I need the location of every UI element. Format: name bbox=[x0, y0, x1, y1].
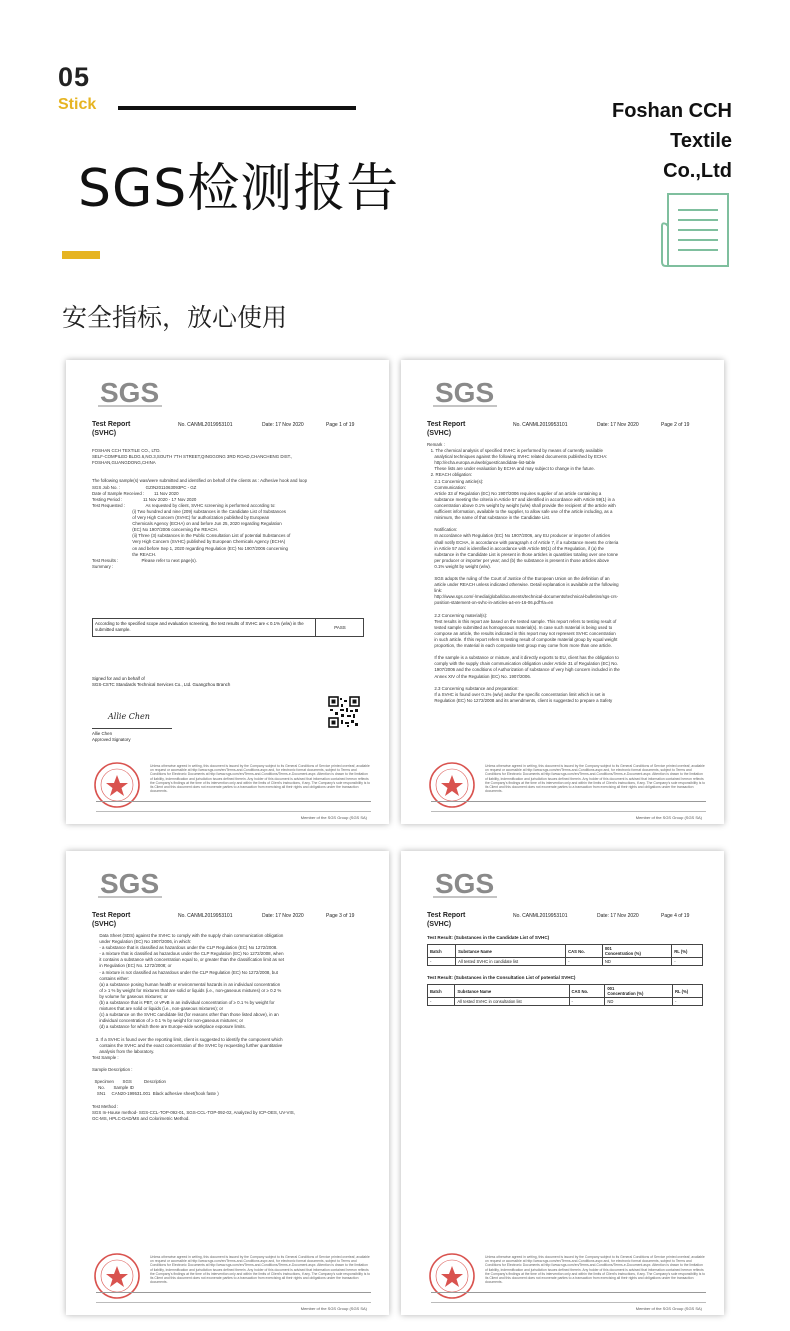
accent-bar bbox=[62, 251, 100, 259]
footer-divider bbox=[431, 1292, 706, 1293]
footer-divider-2 bbox=[96, 811, 371, 812]
footer-divider bbox=[96, 801, 371, 802]
cell-cas: - bbox=[569, 998, 605, 1006]
section-number: 05 bbox=[58, 62, 91, 92]
table-header-row bbox=[428, 945, 703, 958]
report-number: No. CANML2019953101 bbox=[513, 422, 568, 428]
col-cas: CAS No. bbox=[566, 945, 603, 958]
company-line-3: Co.,Ltd bbox=[663, 160, 732, 182]
consultation-list-table bbox=[427, 984, 703, 1006]
cell-batch: - bbox=[428, 958, 456, 966]
report-body: Data Sheet (SDS) against the SVHC to comply with the supply chain communication obligation under Regulation (EC) No 1907/2006, in which: - a substance that is classified as hazardous under the CLP Regulation (EC) No 1272/2008. - a mixture that is classified as hazardous under the CLP Regulation (EC) No 1272/2008, when it contains a substance with concentration equal to, or greater than the classification limit as set in Regulation (EC) No. 1272/2008; or - a mixture is not classified as hazardous under the CLP Regulation (EC) No 1272/2008, but contains either: (a) a substance posing human health or environmental hazards in an individual concentration of ≥ 1 % by weight for mixtures that are solid or liquids (i.e., non-gaseous mixtures) or ≥ 0.2 % by volume for gaseous mixtures; or (b) a substance that is PBT, or vPvB in an individual concentration of ≥ 0.1 % by weight for mixtures that are solid or liquids (i.e., non-gaseous mixtures); or (c) a substance on the SVHC candidate list (for reasons other than those listed above), in an individual concentration of ≥ 0.1 % by weight for non-gaseous mixtures; or (d) a substance for which there are Europe-wide workplace exposure limits. 3. If a SVHC is found over the reporting limit, client is suggested to identify the component which contains the SVHC and the exact concentration of the SVHC by requesting further quantitative analysis from the laboratory. Test Sample : Sample Description : Specimen SGS Description No. Sample ID SN1 CAN20-199531.001 Black adhesive sheet(hook faste ) Test Method : SGS In-House method- SGS-CCL-TOP-092-01, SGS-CCL-TOP-092-02, Analyzed by ICP-OES, UV-VIS, GC-MS, HPLC-DAD/MS and Colorimetric Method. bbox=[92, 933, 295, 1121]
signatory: Allie Chen Approved Signatory bbox=[92, 728, 172, 743]
cell-concentration: ND bbox=[602, 958, 671, 966]
cell-rl: - bbox=[672, 958, 703, 966]
col-concentration: 001 Concentration (%) bbox=[602, 945, 671, 958]
cell-batch: - bbox=[428, 998, 455, 1006]
report-body: FOSHAN CCH TEXTILE CO., LTD. SELF-COMPILED BLDG.6,NO.3,SOUTH 7TH STREET,QINGGONG 3RD ROAD,CHANCHENG DIST., FOSHAN,GUANGDONG,CHINA The following sample(s) was/were submitted and identified on behalf of the clients as : Adhesive hook and loop SGS Job No. : GZIN2011063093PC - GZ Date of Sample Received : 11 Nov 2020 Testing Period : 11 Nov 2020 - 17 Nov 2020 Test Requested : As requested by client, SVHC screening is performed according to: (i) Two hundred and nine (209) substances in the Candidate List of Substances of Very High Concern (SVHC) for authorization published by European Chemicals Agency (ECHA) on and before Jun 25, 2020 regarding Regulation (EC) No 1907/2006 concerning the REACH. (ii) Three (3) substances in the Public Consultation List of potential Substances of Very High Concern (SVHC) published by European Chemicals Agency (ECHA) on and before Sep 1, 2020 regarding Regulation (EC) No 1907/2006 concerning the REACH. Test Results : Please refer to next page(s). Summary : bbox=[92, 448, 308, 569]
footer-divider bbox=[96, 1292, 371, 1293]
cell-substance: All tested SVHC in candidate list bbox=[456, 958, 566, 966]
section-label: Stick bbox=[58, 96, 97, 113]
candidate-list-caption: Test Result: (Substances in the Candidate List of SVHC) bbox=[427, 935, 550, 940]
signature: Allie Chen bbox=[108, 712, 150, 721]
report-body: Remark : 1. The chemical analysis of specified SVHC is performed by means of currently available analytical techniques against the following SVHC related documents published by ECHA: http://echa.europa.eu/web/guest/candidate-list-table These lists are under evaluation by ECHA and may subject to change in the future. 2. REACH obligation: 2.1 Concerning article(s): Communication: Article 33 of Regulation (EC) No 1907/2006 requires supplier of an article containing a substance meeting the criteria in Article 57 and identified in accordance with Article 59(1) in a concentration above 0.1% weight by weight (w/w) shall provide the recipient of the article with sufficient information, available to the supplier, to allow safe use of the article including, as a minimum, the name of that substance in the Candidate List. Notification: In accordance with Regulation (EC) No 1907/2006, any EU producer or importer of articles shall notify ECHA, in accordance with paragraph 4 of Article 7, if a substance meets the criteria in Article 57 and is identified in accordance with Article 59(1) of the Regulation, if (a) the substance in the Candidate List is present in those articles in quantities totaling over one tonne per producer or importer per year; and (b) the substance is present in those articles above 0.1% weight by weight (w/w). SGS adopts the ruling of the Court of Justice of the European Union on the definition of an article under REACH unless indicated otherwise. Detail explanation is available at the following link: http://www.sgs.com/-/media/global/documents/technical-documents/technical-bulletins/sgs-crs- position-statement-on-svhc-in-articles-a4-en-16-06.pdf?la=en 2.2 Concerning material(s): Test results in this report are based on the tested sample. This report refers to testing result of tested sample submitted as homogenous material(s). In case such material is being used to compose an article, the results indicated in this report may not represent SVHC concentration in such article. If this report refers to testing result of composite material group by equal weight proportion, the material in each composite test group may come from more than one article. If the sample is a substance or mixture, and it directly exports to EU, client has the obligation to comply with the supply chain communication obligation under Article 31 of Regulation (EC) No. 1907/2006 and the conditions of Authorization of substance of very high concern included in the Annex XIV of the Regulation (EC) No. 1907/2006. 2.3 Concerning substance and preparation: If a SVHC is found over 0.1% (w/w) and/or the specific concentration limit which is set in Regulation (EC) No 1272/2008 and its amendments, client is suggested to prepare a Safety bbox=[427, 442, 620, 703]
report-number: No. CANML2019953101 bbox=[178, 913, 233, 919]
report-date: Date: 17 Nov 2020 bbox=[597, 913, 639, 919]
svg-text:SGS: SGS bbox=[100, 868, 160, 899]
footer-divider-2 bbox=[431, 1302, 706, 1303]
header-divider bbox=[118, 106, 356, 110]
footer-divider-2 bbox=[96, 1302, 371, 1303]
sgs-member-note: Member of the SGS Group (SGS SA) bbox=[300, 1306, 367, 1311]
report-title: Test Report (SVHC) bbox=[427, 912, 466, 928]
consultation-list-caption: Test Result: (Substances in the Consultation List of potential SVHC) bbox=[427, 975, 576, 980]
svg-text:SGS: SGS bbox=[435, 868, 495, 899]
report-page-number: Page 3 of 19 bbox=[326, 913, 355, 919]
company-seal-icon bbox=[92, 1251, 142, 1301]
col-substance: Substance Name bbox=[456, 945, 566, 958]
footer-fine-print: Unless otherwise agreed in writing, this document is issued by the Company subject to its General Conditions of Service printed overleaf, available on request or accessible at http://www.sgs.com/en/Terms-and-Conditions.aspx and, for electronic format documents, subject to Terms and Conditions for Electronic Documents at http://www.sgs.com/en/Terms-and-Conditions/Terms-e-Document.aspx. Attention is drawn to the limitation of liability, indemnification and jurisdiction issues defined therein. Any holder of this document is advised that information contained hereon reflects the Company's findings at the time of its intervention only and within the limits of Client's instructions, if any. The Company's sole responsibility is to its Client and this document does not exonerate parties to a transaction from exercising all their rights and obligations under the transaction documents. bbox=[485, 1255, 706, 1285]
sgs-member-note: Member of the SGS Group (SGS SA) bbox=[300, 815, 367, 820]
report-date: Date: 17 Nov 2020 bbox=[262, 913, 304, 919]
svg-text:SGS: SGS bbox=[435, 377, 495, 408]
table-row bbox=[428, 998, 703, 1006]
cell-substance: All tested SVHC in consultation list bbox=[455, 998, 569, 1006]
signed-for: Signed for and on behalf of SGS-CSTC Standards Technical Services Co., Ltd. Guangzhou Branch bbox=[92, 676, 231, 687]
report-title: Test Report (SVHC) bbox=[92, 912, 131, 928]
report-number: No. CANML2019953101 bbox=[178, 422, 233, 428]
sgs-logo bbox=[96, 374, 164, 410]
cell-concentration: ND bbox=[605, 998, 673, 1006]
report-page-number: Page 4 of 19 bbox=[661, 913, 690, 919]
report-date: Date: 17 Nov 2020 bbox=[597, 422, 639, 428]
footer-fine-print: Unless otherwise agreed in writing, this document is issued by the Company subject to its General Conditions of Service printed overleaf, available on request or accessible at http://www.sgs.com/en/Terms-and-Conditions.aspx and, for electronic format documents, subject to Terms and Conditions for Electronic Documents at http://www.sgs.com/en/Terms-and-Conditions/Terms-e-Document.aspx. Attention is drawn to the limitation of liability, indemnification and jurisdiction issues defined therein. Any holder of this document is advised that information contained hereon reflects the Company's findings at the time of its intervention only and within the limits of Client's instructions, if any. The Company's sole responsibility is to its Client and this document does not exonerate parties to a transaction from exercising all their rights and obligations under the transaction documents. bbox=[150, 764, 371, 794]
col-cas: CAS No. bbox=[569, 985, 605, 998]
summary-text: According to the specified scope and evaluation screening, the test results of SVHC are ≤ 0.1% (w/w) in the submitted sample. bbox=[95, 621, 304, 632]
col-rl: RL (%) bbox=[672, 985, 702, 998]
col-batch: Batch bbox=[428, 985, 455, 998]
col-concentration: 001 Concentration (%) bbox=[605, 985, 673, 998]
footer-divider bbox=[431, 801, 706, 802]
report-date: Date: 17 Nov 2020 bbox=[262, 422, 304, 428]
report-page-number: Page 1 of 19 bbox=[326, 422, 355, 428]
sgs-logo bbox=[431, 374, 499, 410]
page-subtitle: 安全指标，放心使用 bbox=[62, 303, 288, 332]
sgs-member-note: Member of the SGS Group (SGS SA) bbox=[635, 1306, 702, 1311]
footer-fine-print: Unless otherwise agreed in writing, this document is issued by the Company subject to its General Conditions of Service printed overleaf, available on request or accessible at http://www.sgs.com/en/Terms-and-Conditions.aspx and, for electronic format documents, subject to Terms and Conditions for Electronic Documents at http://www.sgs.com/en/Terms-and-Conditions/Terms-e-Document.aspx. Attention is drawn to the limitation of liability, indemnification and jurisdiction issues defined therein. Any holder of this document is advised that information contained hereon reflects the Company's findings at the time of its intervention only and within the limits of Client's instructions, if any. The Company's sole responsibility is to its Client and this document does not exonerate parties to a transaction from exercising all their rights and obligations under the transaction documents. bbox=[150, 1255, 371, 1285]
sgs-member-note: Member of the SGS Group (SGS SA) bbox=[635, 815, 702, 820]
report-title: Test Report (SVHC) bbox=[92, 421, 131, 437]
report-page-1 bbox=[66, 360, 389, 824]
report-page-3 bbox=[66, 851, 389, 1315]
summary-box bbox=[92, 618, 364, 637]
table-row bbox=[428, 958, 703, 966]
company-seal-icon bbox=[427, 760, 477, 810]
qr-code-icon bbox=[328, 696, 360, 728]
report-number: No. CANML2019953101 bbox=[513, 913, 568, 919]
company-seal-icon bbox=[427, 1251, 477, 1301]
candidate-list-table bbox=[427, 944, 703, 966]
sgs-logo bbox=[431, 865, 499, 901]
summary-result: PASS bbox=[315, 619, 364, 636]
report-page-2 bbox=[401, 360, 724, 824]
footer-divider-2 bbox=[431, 811, 706, 812]
col-substance: Substance Name bbox=[455, 985, 569, 998]
report-title: Test Report (SVHC) bbox=[427, 421, 466, 437]
company-seal-icon bbox=[92, 760, 142, 810]
page-title: SGS检测报告 bbox=[78, 159, 400, 219]
document-icon bbox=[654, 190, 734, 270]
cell-cas: - bbox=[566, 958, 603, 966]
footer-fine-print: Unless otherwise agreed in writing, this document is issued by the Company subject to its General Conditions of Service printed overleaf, available on request or accessible at http://www.sgs.com/en/Terms-and-Conditions.aspx and, for electronic format documents, subject to Terms and Conditions for Electronic Documents at http://www.sgs.com/en/Terms-and-Conditions/Terms-e-Document.aspx. Attention is drawn to the limitation of liability, indemnification and jurisdiction issues defined therein. Any holder of this document is advised that information contained hereon reflects the Company's findings at the time of its intervention only and within the limits of Client's instructions, if any. The Company's sole responsibility is to its Client and this document does not exonerate parties to a transaction from exercising all their rights and obligations under the transaction documents. bbox=[485, 764, 706, 794]
col-rl: RL (%) bbox=[672, 945, 703, 958]
table-header-row bbox=[428, 985, 703, 998]
company-line-2: Textile bbox=[670, 130, 732, 152]
sgs-logo bbox=[96, 865, 164, 901]
company-line-1: Foshan CCH bbox=[612, 100, 732, 122]
col-batch: Batch bbox=[428, 945, 456, 958]
svg-text:SGS: SGS bbox=[100, 377, 160, 408]
cell-rl: - bbox=[672, 998, 702, 1006]
report-page-number: Page 2 of 19 bbox=[661, 422, 690, 428]
company-name bbox=[612, 96, 732, 186]
report-page-4 bbox=[401, 851, 724, 1315]
